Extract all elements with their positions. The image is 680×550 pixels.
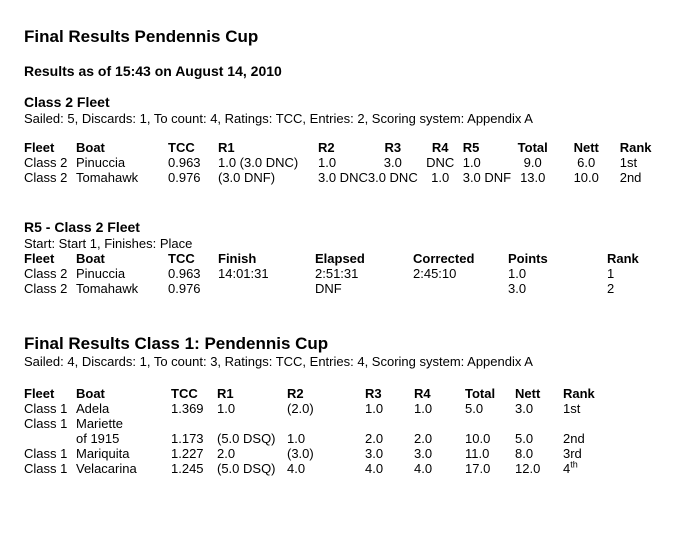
table-header-row <box>24 386 656 401</box>
cell: 2:51:31 <box>315 266 359 281</box>
section-class1-final-results <box>24 334 680 476</box>
cell: 4.0 <box>287 461 306 476</box>
header-cell: TCC <box>168 140 195 155</box>
cell: 0.976 <box>168 170 201 185</box>
cell: 3.0 <box>515 401 534 416</box>
cell: 9.0 <box>523 155 542 170</box>
header-cell: R3 <box>365 386 382 401</box>
table-row <box>24 155 664 170</box>
header-cell: Rank <box>607 251 639 266</box>
scoring-summary-class2: Sailed: 5, Discards: 1, To count: 4, Ratings: TCC, Entries: 2, Scoring system: Appendix A <box>24 111 533 126</box>
scoring-summary-class1: Sailed: 4, Discards: 1, To count: 3, Ratings: TCC, Entries: 4, Scoring system: Appendix A <box>24 354 533 369</box>
cell: Class 2 <box>24 155 68 170</box>
cell: Mariquita <box>76 446 130 461</box>
header-cell: Points <box>508 251 548 266</box>
section-class2-fleet <box>24 94 680 185</box>
cell: 3rd <box>563 446 582 461</box>
cell: 1.0 <box>462 155 481 170</box>
cell: 3.0 DNC <box>367 170 418 185</box>
cell: Pinuccia <box>76 266 126 281</box>
cell: 1.369 <box>171 401 204 416</box>
cell: 1st <box>619 155 638 170</box>
cell: 2:45:10 <box>413 266 457 281</box>
header-cell: Boat <box>76 140 105 155</box>
header-cell: Finish <box>218 251 257 266</box>
header-cell: Rank <box>563 386 595 401</box>
cell: 14:01:31 <box>218 266 269 281</box>
cell: 6.0 <box>577 155 596 170</box>
cell: 11.0 <box>465 446 490 461</box>
cell: 3.0 DNC <box>318 170 368 185</box>
header-cell: R1 <box>218 140 235 155</box>
header-cell: TCC <box>171 386 198 401</box>
section-r5-class2-fleet <box>24 219 680 296</box>
cell: Velacarina <box>76 461 137 476</box>
header-cell: Elapsed <box>315 251 365 266</box>
cell: 1.227 <box>171 446 204 461</box>
table-header-row <box>24 251 656 266</box>
r5-class2-race-results-table <box>24 251 656 296</box>
header-cell: Fleet <box>24 386 55 401</box>
cell: 3.0 DNF <box>462 170 512 185</box>
cell: Class 1 <box>24 461 68 476</box>
cell: 10.0 <box>465 431 491 446</box>
cell: 1.0 <box>508 266 527 281</box>
cell: 1.0 <box>287 431 306 446</box>
ordinal-suffix: th <box>570 459 578 470</box>
header-cell: R4 <box>431 140 449 155</box>
cell: 2nd <box>619 170 642 185</box>
table-row <box>24 401 656 416</box>
cell: 3.0 <box>383 155 402 170</box>
cell: 4.0 <box>414 461 433 476</box>
cell: 4th <box>563 459 578 476</box>
header-cell: R5 <box>462 140 480 155</box>
cell: 0.963 <box>168 155 201 170</box>
class2-series-results-table <box>24 140 664 185</box>
cell: 2 <box>607 281 615 296</box>
header-cell: Fleet <box>24 140 55 155</box>
header-cell: R1 <box>217 386 234 401</box>
header-cell: R2 <box>287 386 304 401</box>
header-cell: TCC <box>168 251 195 266</box>
cell: Class 1 <box>24 401 68 416</box>
race-start-finish-info: Start: Start 1, Finishes: Place <box>24 236 193 251</box>
cell: 3.0 <box>365 446 384 461</box>
header-cell: Boat <box>76 386 105 401</box>
page-title: Final Results Pendennis Cup <box>24 27 259 46</box>
cell: Class 1 <box>24 416 68 431</box>
cell: 1.173 <box>171 431 204 446</box>
table-header-row <box>24 140 664 155</box>
cell: DNC <box>426 155 455 170</box>
cell: 2.0 <box>414 431 433 446</box>
cell: Mariette of 1915 <box>76 416 123 446</box>
cell: 2.0 <box>365 431 384 446</box>
cell <box>218 281 315 296</box>
cell: 10.0 <box>573 170 599 185</box>
cell: 5.0 <box>515 431 534 446</box>
cell: (3.0) <box>287 446 314 461</box>
cell: 17.0 <box>465 461 491 476</box>
header-cell: R4 <box>414 386 431 401</box>
section-heading-r5-class2: R5 - Class 2 Fleet <box>24 219 140 235</box>
cell: 0.976 <box>168 281 201 296</box>
table-row <box>24 416 656 446</box>
cell: 1.0 <box>431 170 450 185</box>
table-row <box>24 170 664 185</box>
header-cell: Total <box>465 386 496 401</box>
cell: 8.0 <box>515 446 534 461</box>
cell <box>413 281 508 296</box>
cell: 1.0 <box>414 401 433 416</box>
cell: 0.963 <box>168 266 201 281</box>
cell: 1.0 (3.0 DNC) <box>218 155 299 170</box>
header-cell: Corrected <box>413 251 475 266</box>
cell: Pinuccia <box>76 155 126 170</box>
header-cell: Rank <box>619 140 652 155</box>
header-cell: R3 <box>384 140 402 155</box>
cell: (2.0) <box>287 401 314 416</box>
table-row <box>24 281 656 296</box>
table-row <box>24 446 656 461</box>
cell: Tomahawk <box>76 170 139 185</box>
cell: Class 1 <box>24 446 68 461</box>
header-cell: Fleet <box>24 251 55 266</box>
class1-results-title: Final Results Class 1: Pendennis Cup <box>24 334 329 353</box>
cell: 12.0 <box>515 461 541 476</box>
cell: Class 2 <box>24 170 68 185</box>
cell: 13.0 <box>520 170 546 185</box>
cell: (5.0 DSQ) <box>217 461 276 476</box>
cell: DNF <box>315 281 342 296</box>
header-cell: R2 <box>318 140 335 155</box>
cell: Tomahawk <box>76 281 139 296</box>
table-row <box>24 461 656 476</box>
cell: 4.0 <box>365 461 384 476</box>
cell: 1st <box>563 401 581 416</box>
section-heading-class2-fleet: Class 2 Fleet <box>24 94 110 110</box>
header-cell: Total <box>517 140 548 155</box>
cell: 1.0 <box>365 401 384 416</box>
cell: (5.0 DSQ) <box>217 431 276 446</box>
cell: 2.0 <box>217 446 236 461</box>
cell: 1.0 <box>217 401 236 416</box>
cell: 1.245 <box>171 461 204 476</box>
cell: 5.0 <box>465 401 484 416</box>
cell: 2nd <box>563 431 585 446</box>
class1-series-results-table <box>24 386 656 476</box>
cell: Class 2 <box>24 266 68 281</box>
cell: Adela <box>76 401 110 416</box>
page-subtitle: Results as of 15:43 on August 14, 2010 <box>24 63 282 79</box>
cell: 3.0 <box>414 446 433 461</box>
cell: 1 <box>607 266 615 281</box>
header-cell: Nett <box>573 140 599 155</box>
cell: (3.0 DNF) <box>218 170 276 185</box>
header-cell: Nett <box>515 386 541 401</box>
cell: 3.0 <box>508 281 527 296</box>
cell: 1.0 <box>318 155 337 170</box>
cell: Class 2 <box>24 281 68 296</box>
table-row <box>24 266 656 281</box>
header-cell: Boat <box>76 251 105 266</box>
